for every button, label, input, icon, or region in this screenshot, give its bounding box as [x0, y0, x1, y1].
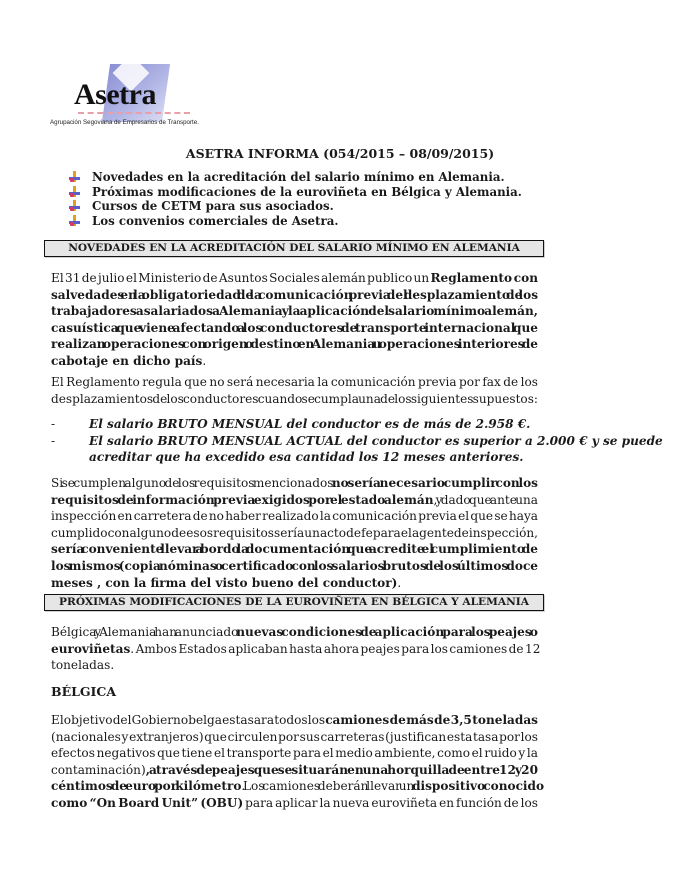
- text-line: [51, 303, 538, 320]
- text-run-bold: nuevas condiciones de aplicación para los peajes o: [236, 625, 538, 639]
- section-heading-eurovineta: PRÓXIMAS MODIFICACIONES DE LA EUROVIÑETA EN BÉLGICA Y ALEMANIA: [44, 594, 544, 611]
- dash-bullet: -: [51, 433, 56, 448]
- arrow-bullet-icon: [68, 186, 81, 198]
- text-run-bold: salvedades en la obligatoriedad de la comunicación previa del desplazamiento de los: [51, 287, 538, 302]
- text-run: .: [202, 353, 207, 368]
- conditions-list: [51, 416, 663, 466]
- text-line: [51, 270, 538, 287]
- text-run: . Los camiones deberán llevar un: [241, 779, 413, 794]
- text-run-bold: camiones de más de 3,5 toneladas: [325, 713, 538, 727]
- text-line: [51, 624, 538, 641]
- text-run: .: [397, 575, 402, 590]
- summary-item: [68, 199, 522, 214]
- text-line: [51, 712, 538, 729]
- summary-item: [68, 214, 522, 229]
- text-line: toneladas.: [51, 658, 115, 673]
- text-run-bold: requisitos de información previa exigidos por el estado alemán: [51, 492, 434, 507]
- summary-item-text: Los convenios comerciales de Asetra.: [92, 213, 339, 228]
- dash-bullet: -: [51, 417, 56, 431]
- condition-text: acreditar que ha excedido esa cantidad los 12 meses anteriores.: [89, 450, 524, 465]
- condition-item: [51, 416, 538, 433]
- text-line: desplazamientos de los conductores cuando se cumpla una de los siguientes supuestos:: [51, 391, 538, 406]
- paragraph-belgica: [51, 712, 545, 812]
- summary-list: [68, 170, 522, 228]
- text-line: [51, 795, 538, 812]
- arrow-bullet-icon: [68, 171, 81, 183]
- logo-dashed-line: [78, 112, 190, 114]
- text-run-bold: dispositivo conocido: [412, 779, 545, 794]
- text-run-bold: no sería necesario cumplir con los: [331, 476, 538, 490]
- text-run: El objetivo del Gobierno belga es tasar a todos los: [51, 713, 326, 727]
- text-run-bold: céntimos de euro por kilómetro: [51, 779, 242, 794]
- text-line: [51, 558, 538, 575]
- text-line: [51, 641, 541, 658]
- text-line: [51, 762, 538, 779]
- text-run-bold: Reglamento con: [430, 271, 538, 285]
- summary-item-text: Cursos de CETM para sus asociados.: [92, 199, 334, 213]
- text-run: para aplicar la nueva euroviñeta en función de los: [243, 795, 538, 810]
- condition-text: El salario BRUTO MENSUAL del conductor es de más de 2.958 €.: [89, 417, 531, 431]
- text-line: cumplido con alguno de esos requisitos sería un acto de fe para el agente de inspección,: [51, 525, 538, 540]
- text-run-bold: realizan operaciones con origen o destino en Alemania u operaciones interiores de: [51, 337, 538, 352]
- paragraph-reglamento: [51, 270, 538, 370]
- section-heading-salario-minimo: NOVEDADES EN LA ACREDITACIÓN DEL SALARIO MÍNIMO EN ALEMANIA: [44, 240, 544, 257]
- bulletin-title: ASETRA INFORMA (054/2015 – 08/09/2015): [185, 146, 495, 161]
- text-line: [51, 320, 538, 337]
- text-run-bold: , a través de peajes que se situarán en una horquilla de entre 12 y 20: [145, 762, 538, 777]
- subheading-belgica: BÉLGICA: [51, 684, 117, 699]
- text-run-bold: como “On Board Unit” (OBU): [51, 795, 244, 810]
- text-line: [51, 492, 538, 509]
- paragraph-regula: [51, 374, 538, 407]
- text-line: [51, 336, 538, 353]
- text-line: [51, 475, 538, 492]
- text-run-bold: casuística que viene afectando a los conductores de transporte internacional que: [51, 320, 538, 335]
- text-run: contaminación): [51, 762, 146, 777]
- text-line: [51, 541, 538, 558]
- text-run: Si se cumplen alguno de los requisitos mencionados: [51, 476, 332, 490]
- paragraph-condiciones: [51, 624, 541, 674]
- logo-subtitle: Agrupación Segoviana de Empresarios de Transporte.: [50, 119, 199, 126]
- text-run-bold: cabotaje en dicho país: [51, 353, 203, 368]
- condition-text: El salario BRUTO MENSUAL ACTUAL del conductor es superior a 2.000 € y se puede: [89, 433, 663, 448]
- summary-item-text: Novedades en la acreditación del salario mínimo en Alemania.: [92, 170, 505, 184]
- arrow-bullet-icon: [68, 200, 81, 212]
- condition-item: [51, 433, 663, 466]
- text-line: efectos negativos que tiene el transporte para el medio ambiente, como el ruido y la: [51, 746, 538, 761]
- text-line: (nacionales y extranjeros) que circulen por sus carreteras (justifican esta tasa por los: [51, 729, 538, 744]
- text-line: El Reglamento regula que no será necesaria la comunicación previa por fax de los: [51, 375, 538, 389]
- text-run: Bélgica y Alemania han anunciado: [51, 625, 237, 639]
- text-line: inspección en carretera de no haber realizado la comunicación previa el que se haya: [51, 509, 538, 524]
- arrow-bullet-icon: [68, 215, 81, 227]
- text-run: El 31 de julio el Ministerio de Asuntos Sociales alemán publico un: [51, 271, 431, 285]
- text-run: . Ambos Estados aplicaban hasta ahora peajes para los camiones de 12: [130, 641, 541, 656]
- summary-item: [68, 185, 522, 200]
- summary-item-text: Próximas modificaciones de la euroviñeta en Bélgica y Alemania.: [92, 184, 522, 199]
- text-run-bold: meses , con la firma del visto bueno del conductor): [51, 575, 398, 590]
- text-line: [51, 287, 538, 304]
- asetra-logo: [48, 62, 218, 132]
- text-run-bold: los mismos (copia nóminas o certificado con los salarios brutos de los últimos doce: [51, 558, 538, 573]
- logo-wordmark: Asetra: [74, 78, 156, 111]
- summary-item: [68, 170, 522, 185]
- text-run-bold: sería conveniente llevar a bordo la documentación que acredite el cumplimiento de: [51, 542, 538, 557]
- text-line: [51, 575, 538, 592]
- text-run-bold: euroviñetas: [51, 641, 131, 656]
- paragraph-requisitos: [51, 475, 538, 591]
- text-run: , y dado que ante una: [433, 492, 538, 507]
- text-run-bold: trabajadores asalariados a Alemania y la aplicación del salario mínimo alemán,: [51, 304, 538, 319]
- text-line: [51, 778, 545, 795]
- text-line: [51, 353, 538, 370]
